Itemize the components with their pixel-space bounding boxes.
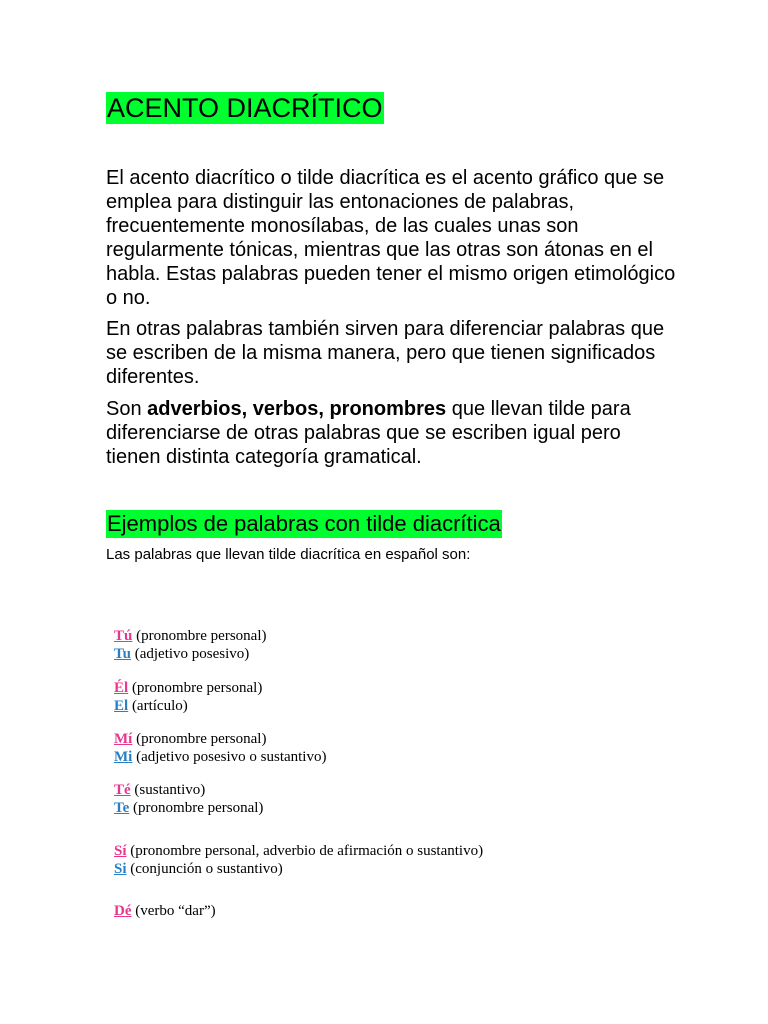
example-description: (pronombre personal, adverbio de afirmación o sustantivo) xyxy=(126,843,484,859)
accented-word-link[interactable]: Té xyxy=(114,782,131,798)
example-pair xyxy=(114,781,263,817)
example-description: (pronombre personal) xyxy=(129,800,264,816)
paragraph-categories xyxy=(106,397,676,469)
plain-word-link[interactable]: El xyxy=(114,698,129,714)
accented-word-link[interactable]: Sí xyxy=(114,843,127,859)
paragraph-categories-bold: adverbios, verbos, pronombres xyxy=(147,398,447,420)
example-description: (artículo) xyxy=(128,698,188,714)
example-description: (pronombre personal) xyxy=(128,680,263,696)
title-highlight: ACENTO DIACRÍTICO xyxy=(107,93,383,123)
example-description: (conjunción o sustantivo) xyxy=(126,861,283,877)
accented-word-link[interactable]: Tú xyxy=(114,628,133,644)
example-accented-line xyxy=(114,842,483,860)
example-single xyxy=(114,902,216,920)
section-subtitle xyxy=(106,510,502,538)
paragraph-categories-end: que llevan tilde para diferenciarse de otras palabras que se escriben igual pero tienen distinta categoría gramatical. xyxy=(106,398,631,468)
paragraph-categories-start: Son xyxy=(106,398,148,420)
example-accented-line xyxy=(114,781,263,799)
subtitle-highlight: Ejemplos de palabras con tilde diacrítica xyxy=(107,511,501,536)
example-plain-line xyxy=(114,697,262,715)
plain-word-link[interactable]: Mi xyxy=(114,749,133,765)
example-description: (pronombre personal) xyxy=(132,731,267,747)
example-description: (verbo “dar”) xyxy=(131,903,216,919)
accented-word-link[interactable]: Él xyxy=(114,680,129,696)
example-description: (sustantivo) xyxy=(130,782,206,798)
plain-word-link[interactable]: Tu xyxy=(114,646,131,662)
example-pair xyxy=(114,842,483,878)
example-description: (adjetivo posesivo o sustantivo) xyxy=(132,749,327,765)
example-plain-line xyxy=(114,748,326,766)
page-title xyxy=(106,92,384,124)
example-accented-line xyxy=(114,730,326,748)
example-plain-line xyxy=(114,860,483,878)
paragraph-meaning: En otras palabras también sirven para diferenciar palabras que se escriben de la misma manera, pero que tienen significados diferentes. xyxy=(106,318,665,388)
example-accented-line xyxy=(114,902,216,920)
accented-word-link[interactable]: Dé xyxy=(114,903,132,919)
accented-word-link[interactable]: Mí xyxy=(114,731,133,747)
example-plain-line xyxy=(114,645,266,663)
plain-word-link[interactable]: Te xyxy=(114,800,130,816)
examples-intro: Las palabras que llevan tilde diacrítica en español son: xyxy=(106,546,471,563)
example-description: (pronombre personal) xyxy=(132,628,267,644)
paragraph-definition: El acento diacrítico o tilde diacrítica es el acento gráfico que se emplea para distinguir las entonaciones de palabras, frecuentemente monosílabas, de las cuales unas son regularmente tónicas, mientras que las otras son átonas en el habla. Estas palabras pueden tener el mismo origen etimológico o no. xyxy=(106,167,676,309)
example-accented-line xyxy=(114,627,266,645)
example-pair xyxy=(114,627,266,663)
plain-word-link[interactable]: Si xyxy=(114,861,127,877)
example-plain-line xyxy=(114,799,263,817)
example-accented-line xyxy=(114,679,262,697)
example-pair xyxy=(114,679,262,715)
example-pair xyxy=(114,730,326,766)
example-description: (adjetivo posesivo) xyxy=(130,646,250,662)
